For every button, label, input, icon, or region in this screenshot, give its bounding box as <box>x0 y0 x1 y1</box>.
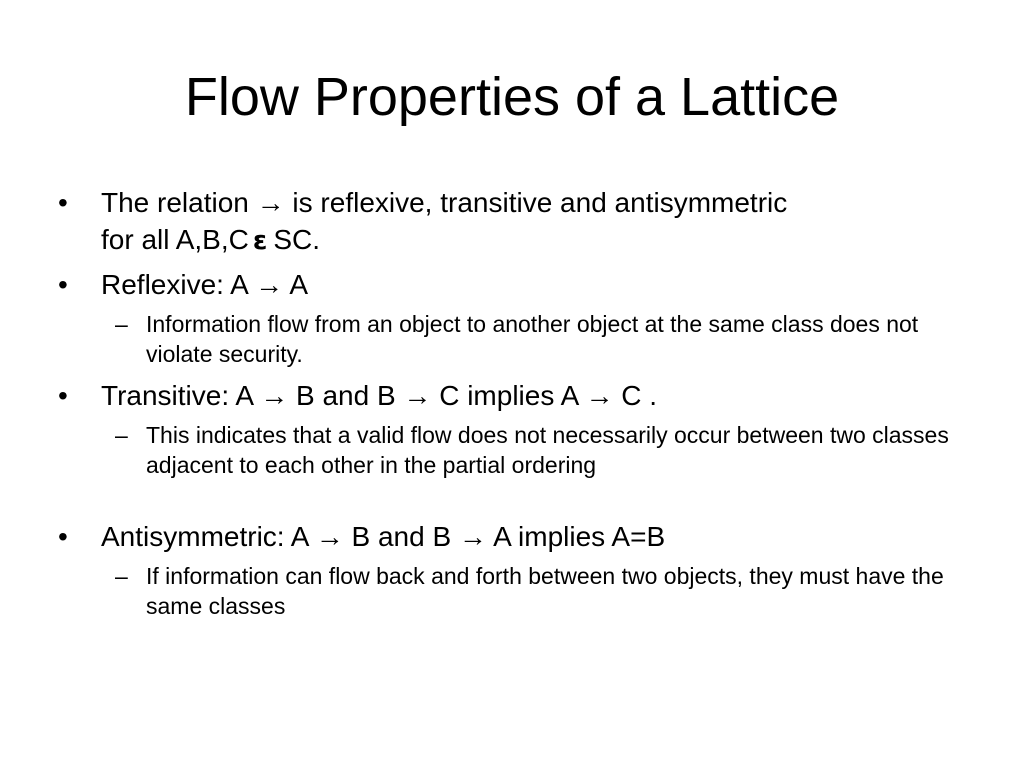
bullet-reflexive-text: Reflexive: A → A <box>101 269 308 300</box>
bullet-icon: • <box>58 269 68 300</box>
sub-bullet-transitive-text: This indicates that a valid flow does not necessarily occur between two classes adjacent to each other in the partial ordering <box>146 422 949 478</box>
dash-icon: – <box>115 563 128 589</box>
bullet-transitive <box>58 377 958 414</box>
bullet-icon: • <box>58 187 68 218</box>
sub-bullet-reflexive <box>58 309 958 369</box>
spacer <box>58 488 958 518</box>
sub-bullet-antisymmetric-text: If information can flow back and forth between two objects, they must have the same classes <box>146 563 944 619</box>
bullet-reflexive <box>58 266 958 303</box>
bullet-relation-line2-prefix: for all A,B,C <box>101 224 249 255</box>
bullet-transitive-text: Transitive: A → B and B → C implies A → C . <box>101 380 658 411</box>
bullet-relation-line2-suffix: SC. <box>273 224 321 255</box>
sub-bullet-transitive <box>58 420 958 480</box>
bullet-icon: • <box>58 380 68 411</box>
sub-bullet-antisymmetric <box>58 561 958 621</box>
dash-icon: – <box>115 422 128 448</box>
slide-title: Flow Properties of a Lattice <box>184 67 840 127</box>
epsilon-symbol: ε <box>252 226 268 256</box>
bullet-antisymmetric-text: Antisymmetric: A → B and B → A implies A=B <box>101 521 666 552</box>
sub-bullet-reflexive-text: Information flow from an object to another object at the same class does not violate security. <box>146 311 919 367</box>
dash-icon: – <box>115 311 128 337</box>
bullet-relation-line1: The relation → is reflexive, transitive and antisymmetric <box>101 187 788 218</box>
bullet-icon: • <box>58 521 68 552</box>
slide-body <box>58 184 958 629</box>
bullet-relation <box>58 184 958 260</box>
bullet-antisymmetric <box>58 518 958 555</box>
